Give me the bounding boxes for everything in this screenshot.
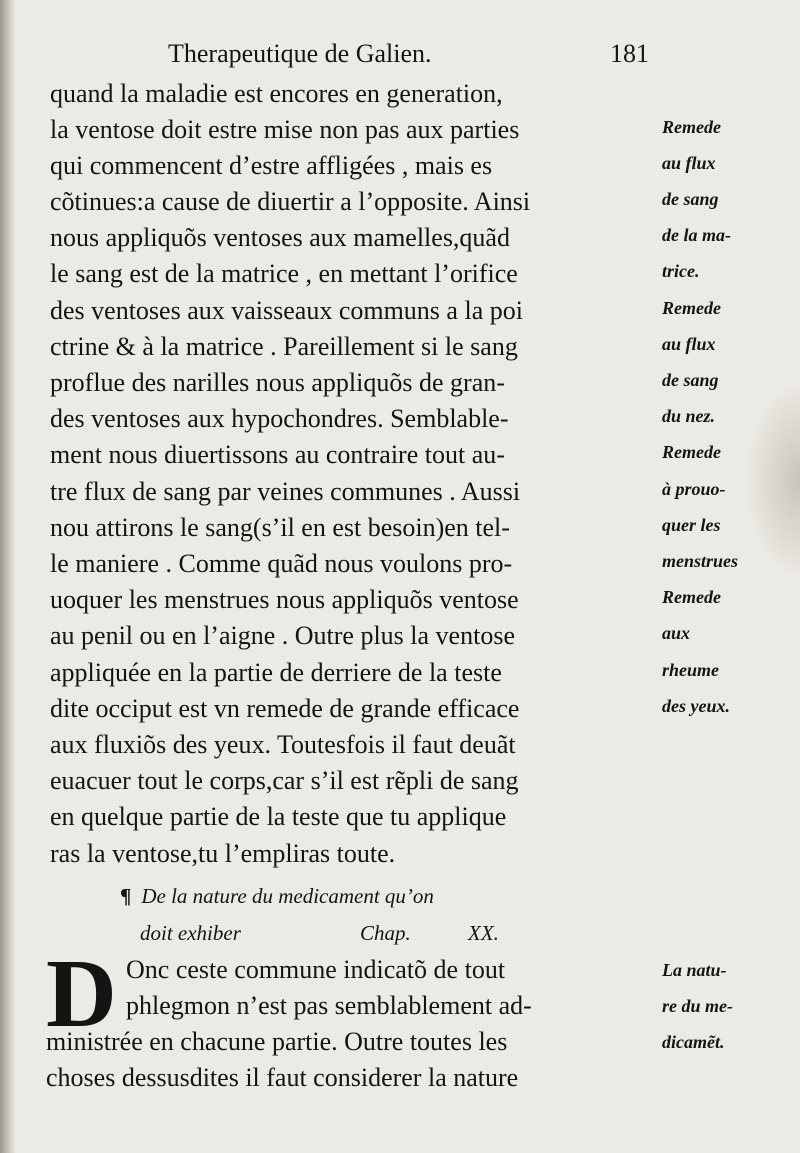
header-title: Therapeutique de Galien.	[168, 39, 432, 68]
page-number: 181	[610, 39, 649, 68]
body-line: le sang est de la matrice , en mettant l’orifice	[50, 259, 518, 288]
drop-cap: D	[46, 940, 117, 1048]
margin-note: Remede	[662, 298, 721, 318]
body-line: en quelque partie de la teste que tu applique	[50, 802, 507, 831]
body-line: nou attirons le sang(s’il en est besoin)en tel-	[50, 513, 510, 542]
paper-stain	[745, 380, 800, 580]
body-line: qui commencent d’estre affligées , mais es	[50, 151, 493, 180]
margin-note: de sang	[662, 370, 719, 390]
body-line: quand la maladie est encores en generation,	[50, 79, 503, 108]
chapter-text-line: ministrée en chacune partie. Outre toutes les	[46, 1027, 508, 1056]
pilcrow-mark: ¶	[120, 884, 132, 908]
margin-note: Remede	[662, 117, 721, 137]
gutter-shadow	[0, 0, 16, 1153]
margin-note: menstrues	[662, 551, 739, 571]
margin-note: du nez.	[662, 406, 716, 426]
margin-note: quer les	[662, 515, 721, 535]
body-line: nous appliquõs ventoses aux mamelles,quãd	[50, 223, 510, 252]
chapter-margin-note: re du me-	[662, 996, 733, 1016]
margin-note: trice.	[662, 261, 700, 281]
margin-note: aux	[662, 623, 691, 643]
margin-note: Remede	[662, 587, 721, 607]
body-line: ras la ventose,tu l’empliras toute.	[50, 839, 396, 868]
body-line: des ventoses aux hypochondres. Semblable-	[50, 404, 509, 433]
body-line: euacuer tout le corps,car s’il est rẽpli de sang	[50, 766, 519, 795]
margin-note: Remede	[662, 442, 721, 462]
chapter-title-line2: doit exhiber	[140, 921, 241, 945]
chapter-number: XX.	[468, 921, 499, 945]
body-line: ctrine & à la matrice . Pareillement si le sang	[50, 332, 518, 361]
margin-note: au flux	[662, 153, 716, 173]
chapter-title	[120, 880, 434, 912]
margin-note: au flux	[662, 334, 716, 354]
body-line: des ventoses aux vaisseaux communs a la poi	[50, 296, 523, 325]
body-line: uoquer les menstrues nous appliquõs ventose	[50, 585, 519, 614]
chapter-text-line: Onc ceste commune indicatõ de tout	[126, 955, 506, 984]
body-line: cõtinues:a cause de diuertir a l’opposite. Ainsi	[50, 187, 531, 216]
running-header	[168, 36, 668, 72]
chapter-title-line1: De la nature du medicament qu’on	[141, 884, 434, 908]
margin-note: des yeux.	[662, 696, 730, 716]
body-line: appliquée en la partie de derriere de la teste	[50, 658, 502, 687]
chapter-margin-note: dicamẽt.	[662, 1032, 725, 1052]
chapter-text-line: phlegmon n’est pas semblablement ad-	[126, 991, 532, 1020]
body-line: aux fluxiõs des yeux. Toutesfois il faut deuãt	[50, 730, 516, 759]
body-line: dite occiput est vn remede de grande efficace	[50, 694, 520, 723]
body-line: le maniere . Comme quãd nous voulons pro-	[50, 549, 513, 578]
body-line: tre flux de sang par veines communes . Aussi	[50, 477, 521, 506]
body-line: au penil ou en l’aigne . Outre plus la ventose	[50, 621, 515, 650]
body-line: proflue des narilles nous appliquõs de gran-	[50, 368, 505, 397]
body-line: la ventose doit estre mise non pas aux parties	[50, 115, 520, 144]
chapter-label: Chap.	[360, 921, 411, 945]
chapter-text-line: choses dessusdites il faut considerer la nature	[46, 1063, 519, 1092]
margin-note: de sang	[662, 189, 719, 209]
margin-note: rheume	[662, 660, 720, 680]
body-line: ment nous diuertissons au contraire tout au-	[50, 440, 505, 469]
margin-note: à prouo-	[662, 479, 726, 499]
chapter-margin-note: La natu-	[662, 960, 727, 980]
margin-note: de la ma-	[662, 225, 731, 245]
